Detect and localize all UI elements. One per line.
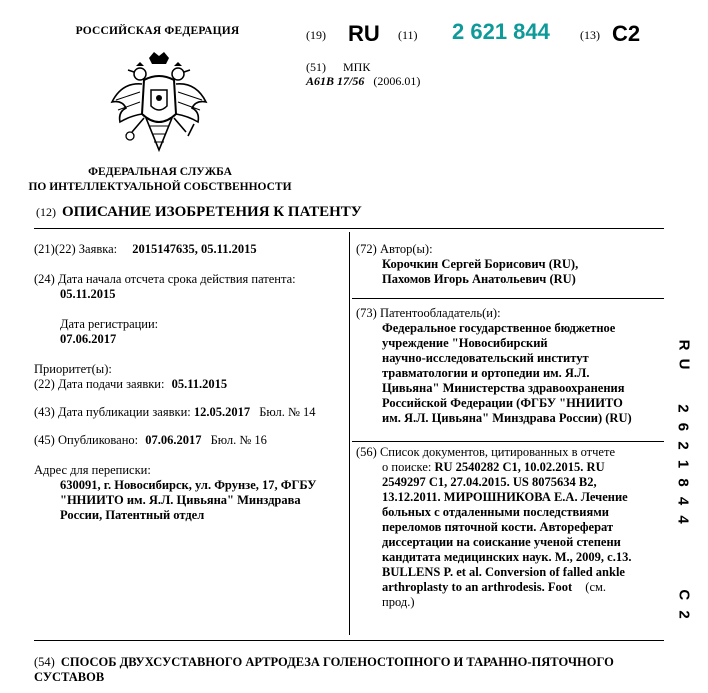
- address-block: [34, 478, 344, 523]
- agency-line-1: ФЕДЕРАЛЬНАЯ СЛУЖБА: [88, 166, 232, 178]
- code-24: (24): [34, 272, 55, 286]
- agency-line-2: ПО ИНТЕЛЛЕКТУАЛЬНОЙ СОБСТВЕННОСТИ: [28, 181, 292, 193]
- reference-line: BULLENS P. et al. Conversion of falled ankle: [382, 565, 625, 579]
- published-row: [34, 433, 344, 448]
- owner-header: [356, 306, 656, 321]
- continued-note-2: прод.): [382, 595, 415, 609]
- reference-line: диссертации на соискание ученой степени: [382, 535, 621, 549]
- address-line: "ННИИТО им. Я.Л. Цивьяна" Минздрава: [60, 493, 301, 507]
- code-19: (19): [306, 28, 326, 42]
- mpk-row: [306, 60, 370, 75]
- reference-line: 2549297 C1, 27.04.2015. US 8075634 B2,: [382, 475, 597, 489]
- filing-row: [34, 377, 344, 392]
- owner-line: Цивьяна" Министерства здравоохранения: [382, 381, 625, 395]
- ipc-row: [306, 74, 420, 89]
- owner-line: Федеральное государственное бюджетное: [382, 321, 616, 335]
- filing-label: Дата подачи заявки:: [57, 377, 165, 391]
- authors-list: [356, 257, 656, 287]
- ipc-class: A61B 17/56: [306, 74, 365, 88]
- address-label: Адрес для переписки:: [34, 463, 151, 477]
- term-row: [34, 272, 344, 287]
- published-value: 07.06.2017: [145, 433, 202, 447]
- reference-line: 13.12.2011. МИРОШНИКОВА Е.А. Лечение: [382, 490, 628, 504]
- filing-value: 05.11.2015: [171, 377, 228, 391]
- country-code: RU: [348, 21, 380, 46]
- bibliographic-right: [356, 242, 656, 610]
- code-11: (11): [398, 28, 418, 42]
- divider-top: [34, 228, 664, 229]
- owner-label: Патентообладатель(и):: [379, 306, 501, 320]
- published-bulletin: Бюл. № 16: [210, 433, 267, 447]
- references-block: [356, 460, 656, 610]
- reference-line: больных с отдаленными последствиями: [382, 505, 609, 519]
- address-line: 630091, г. Новосибирск, ул. Фрунзе, 17, ФГБУ: [60, 478, 317, 492]
- divider-bottom: [34, 640, 664, 641]
- code-45: (45): [34, 433, 55, 447]
- code-13: (13): [580, 28, 600, 42]
- invention-title-line-2: СУСТАВОВ: [34, 670, 105, 684]
- kind-code: C2: [612, 21, 641, 46]
- document-title: [36, 205, 362, 220]
- code-54: (54): [34, 655, 55, 669]
- code-22: (22): [34, 377, 55, 391]
- application-label: Заявка:: [78, 242, 118, 256]
- references-label: Список документов, цитированных в отчете: [379, 445, 615, 459]
- author-name: Пахомов Игорь Анатольевич (RU): [382, 272, 576, 286]
- owner-line: Российской Федерации (ФГБУ "ННИИТО: [382, 396, 623, 410]
- side-kind-code: C 2: [675, 589, 693, 622]
- priority-label: Приоритет(ы):: [34, 362, 112, 376]
- agency-name: [10, 165, 310, 195]
- code-56: (56): [356, 445, 377, 459]
- invention-title-line-1: СПОСОБ ДВУХСУСТАВНОГО АРТРОДЕЗА ГОЛЕНОСТОПНОГО И ТАРАННО-ПЯТОЧНОГО: [60, 655, 614, 669]
- reference-line: кандитата медицинских наук. М., 2009, с.13.: [382, 550, 632, 564]
- reference-line: RU 2540282 C1, 10.02.2015. RU: [434, 460, 605, 474]
- continued-note: (см.: [585, 580, 607, 594]
- bibliographic-left: [34, 242, 344, 523]
- side-country-code: R U: [675, 339, 693, 372]
- authors-header: [356, 242, 656, 257]
- authors-label: Автор(ы):: [379, 242, 433, 256]
- document-title-text: ОПИСАНИЕ ИЗОБРЕТЕНИЯ К ПАТЕНТУ: [62, 204, 362, 220]
- address-line: России, Патентный отдел: [60, 508, 205, 522]
- reference-line: arthroplasty to an arthrodesis. Foot: [382, 580, 573, 594]
- patent-number: 2 621 844: [452, 19, 550, 44]
- invention-title: [34, 655, 664, 685]
- coat-of-arms-icon: [104, 52, 214, 162]
- publication-label: Дата публикации заявки:: [57, 405, 191, 419]
- ipc-date: (2006.01): [373, 74, 421, 88]
- publication-row: [34, 405, 344, 420]
- registration-label: Дата регистрации:: [60, 317, 159, 331]
- reference-line: переломов пяточной кости. Автореферат: [382, 520, 614, 534]
- publication-value: 12.05.2017: [193, 405, 251, 419]
- code-21-22: (21)(22): [34, 242, 76, 256]
- owner-block: [356, 321, 656, 426]
- mpk-label: МПК: [343, 60, 371, 74]
- publication-bulletin: Бюл. № 14: [259, 405, 316, 419]
- code-12: (12): [36, 205, 56, 219]
- registration-value: 07.06.2017: [60, 332, 117, 346]
- published-label: Опубликовано:: [57, 433, 139, 447]
- owner-line: травматологии и ортопедии им. Я.Л.: [382, 366, 590, 380]
- code-72: (72): [356, 242, 377, 256]
- application-value: 2015147635, 05.11.2015: [132, 242, 257, 256]
- country-name: РОССИЙСКАЯ ФЕДЕРАЦИЯ: [75, 25, 240, 37]
- column-divider: [349, 232, 350, 635]
- references-label-cont: о поиске:: [382, 460, 432, 474]
- code-51: (51): [306, 60, 326, 74]
- side-patent-number: 2 6 2 1 8 4 4: [674, 404, 692, 527]
- author-name: Корочкин Сергей Борисович (RU),: [382, 257, 579, 271]
- code-73: (73): [356, 306, 377, 320]
- term-value: 05.11.2015: [60, 287, 116, 301]
- references-header: [356, 445, 656, 460]
- owner-line: им. Я.Л. Цивьяна" Минздрава России) (RU): [382, 411, 632, 425]
- owner-line: научно-исследовательский институт: [382, 351, 589, 365]
- owner-line: учреждение "Новосибирский: [382, 336, 548, 350]
- application-row: [34, 242, 344, 257]
- code-43: (43): [34, 405, 55, 419]
- side-patent-label: [666, 330, 700, 630]
- term-label: Дата начала отсчета срока действия патента:: [57, 272, 296, 286]
